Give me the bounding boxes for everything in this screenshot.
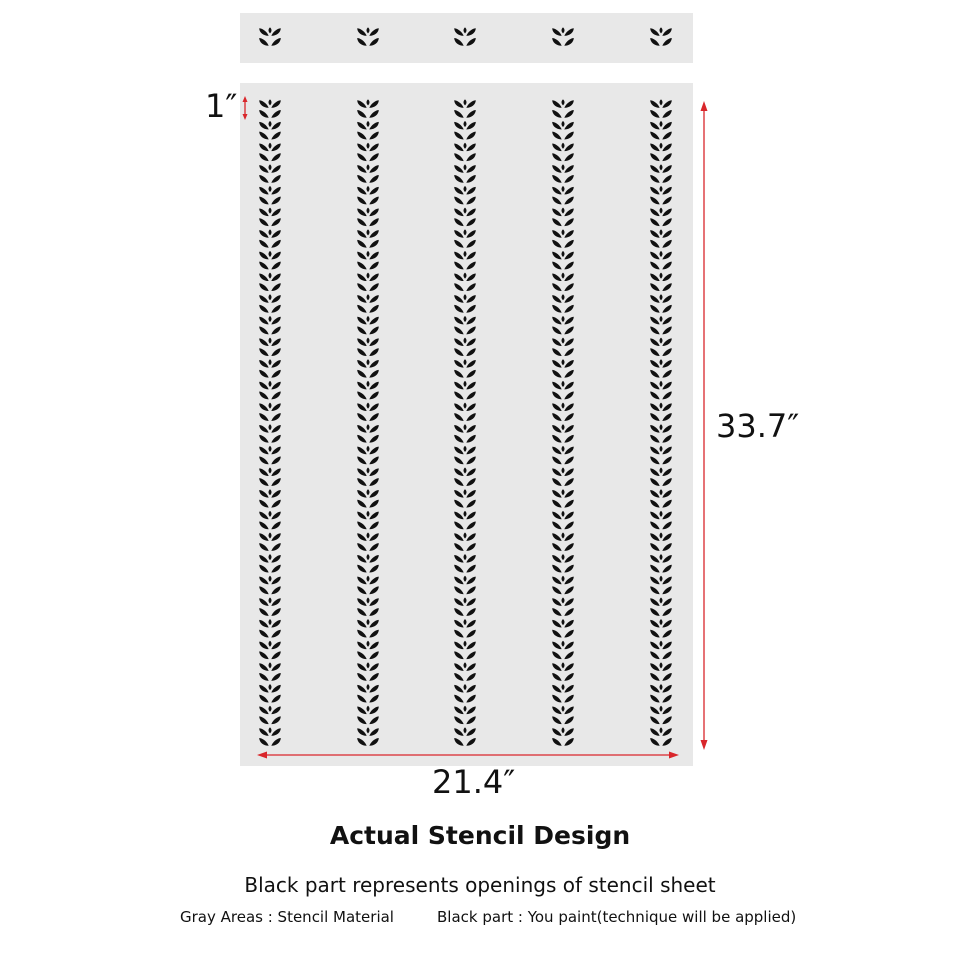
width-dimension-label: 21.4″: [432, 763, 516, 801]
legend-gray-areas: Gray Areas : Stencil Material: [180, 908, 394, 926]
height-dimension-label: 33.7″: [716, 407, 800, 445]
top-strip-stencil: [240, 13, 693, 63]
caption-subtitle: Black part represents openings of stencil sheet: [244, 873, 716, 897]
main-stencil-sheet: [240, 83, 693, 766]
legend-black-part: Black part : You paint(technique will be applied): [437, 908, 797, 926]
arrow-up-icon: [701, 101, 708, 111]
spacing-dimension-label: 1″: [205, 87, 238, 125]
arrow-down-icon: [701, 740, 708, 750]
caption-title: Actual Stencil Design: [329, 821, 631, 850]
